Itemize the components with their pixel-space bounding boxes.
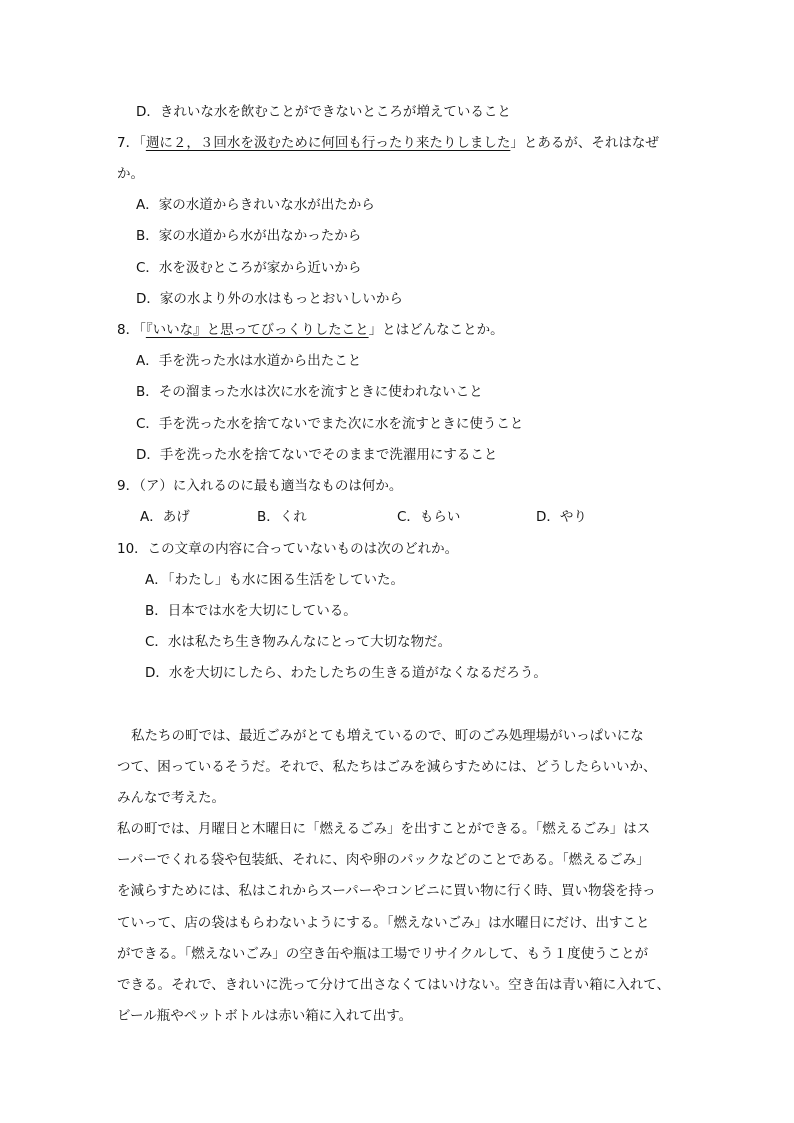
passage-line: ビール瓶やペットボトルは赤い箱に入れて出す。 bbox=[117, 1008, 413, 1024]
passage-line: を減らすためには、私はこれからスーパーやコンビニに買い物に行く時、買い物袋を持っ bbox=[117, 883, 656, 899]
passage-line: できる。それで、きれいに洗って分けて出さなくてはいけない。空き缶は青い箱に入れて、 bbox=[117, 977, 670, 993]
q8-option-d: D．手を洗った水を捨てないでそのままで洗濯用にすること bbox=[136, 447, 498, 463]
q8-option-c: C．手を洗った水を捨てないでまた次に水を流すときに使うこと bbox=[136, 416, 524, 432]
q6-option-d: D．きれいな水を飲むことができないところが増えていること bbox=[136, 104, 511, 120]
q10-option-a: A．「わたし」も水に困る生活をしていた。 bbox=[145, 572, 404, 588]
q9-option-a: A．あげ bbox=[140, 509, 190, 525]
passage-line: みんなで考えた。 bbox=[117, 790, 225, 806]
question-7-number: 7． bbox=[117, 135, 140, 151]
question-7-rest: 」とあるが、それはなぜ bbox=[510, 135, 659, 151]
q8-option-a: A．手を洗った水は水道から出たこと bbox=[136, 353, 362, 369]
q9-options-row bbox=[0, 507, 794, 527]
question-7-open-quote: 「 bbox=[139, 135, 146, 151]
question-10: 10．この文章の内容に合っていないものは次のどれか。 bbox=[117, 541, 459, 557]
question-8-open-quote: 「 bbox=[139, 322, 146, 338]
question-8 bbox=[117, 320, 504, 340]
q7-option-c: C．水を汲むところが家から近いから bbox=[136, 260, 362, 276]
q9-option-c: C．もらい bbox=[397, 509, 461, 525]
q7-option-b: B．家の水道から水が出なかったから bbox=[136, 228, 362, 244]
question-8-number: 8． bbox=[117, 322, 140, 338]
q7-option-a: A．家の水道からきれいな水が出たから bbox=[136, 197, 375, 213]
q10-option-b: B．日本では水を大切にしている。 bbox=[145, 603, 357, 619]
passage-line: つて、困っているそうだ。それで、私たちはごみを減らすためには、どうしたらいいか、 bbox=[117, 759, 657, 775]
passage-line: 私たちの町では、最近ごみがとても増えているので、町のごみ処理場がいっぱいにな bbox=[131, 728, 644, 744]
q8-option-b: B．その溜まった水は次に水を流すときに使われないこと bbox=[136, 384, 483, 400]
question-7 bbox=[117, 133, 659, 153]
passage-line: ーパーでくれる袋や包装紙、それに、肉や卵のパックなどのことである。「燃えるごみ」 bbox=[117, 852, 650, 868]
passage-line: ができる。「燃えないごみ」の空き缶や瓶は工場でリサイクルして、もう１度使うことが bbox=[117, 946, 649, 962]
question-8-rest: 」とはどんなことか。 bbox=[368, 322, 504, 338]
q10-option-d: D．水を大切にしたら、わたしたちの生きる道がなくなるだろう。 bbox=[145, 665, 547, 681]
q9-option-d: D．やり bbox=[536, 509, 587, 525]
passage-line: ていって、店の袋はもらわないようにする。「燃えないごみ」は水曜日にだけ、出すこと bbox=[117, 915, 650, 931]
question-9: 9．（ア）に入れるのに最も適当なものは何か。 bbox=[117, 478, 403, 494]
passage-line: 私の町では、月曜日と木曜日に「燃えるごみ」を出すことができる。「燃えるごみ」はス bbox=[117, 821, 651, 837]
q9-option-b: B．くれ bbox=[257, 509, 307, 525]
question-7-underlined-quote: 週に２，３回水を汲むために何回も行ったり来たりしました bbox=[145, 135, 511, 151]
q7-option-d: D．家の水より外の水はもっとおいしいから bbox=[136, 291, 403, 307]
question-8-underlined-quote: 『いいな』と思ってびっくりしたこと bbox=[145, 322, 369, 338]
q10-option-c: C．水は私たち生き物みんなにとって大切な物だ。 bbox=[145, 634, 452, 650]
question-7-continuation: か。 bbox=[117, 166, 144, 182]
